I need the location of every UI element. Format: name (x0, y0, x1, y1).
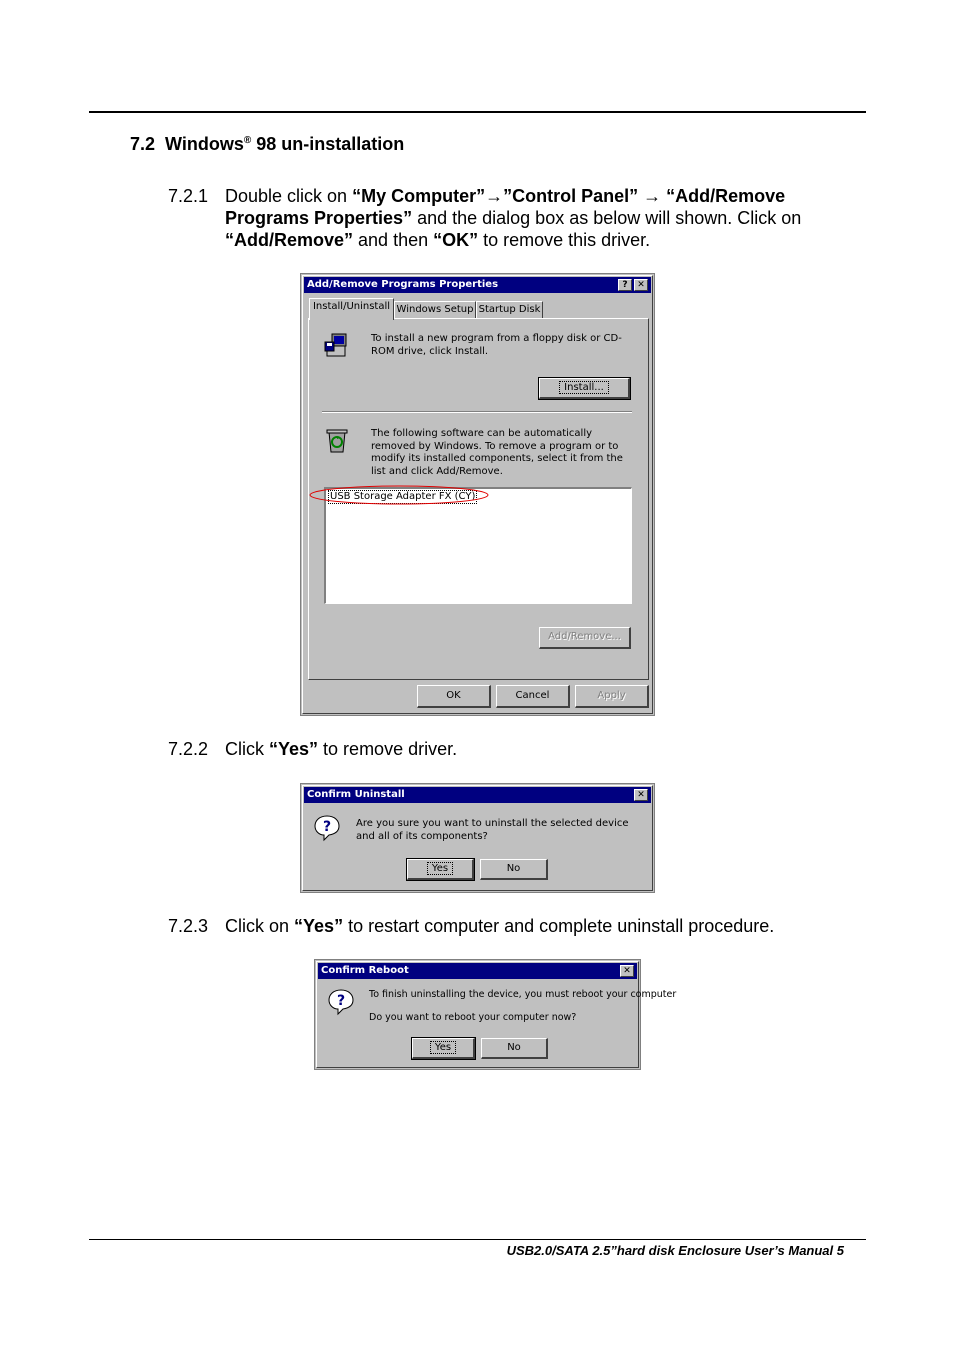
confirm-uninstall-dialog (300, 783, 655, 893)
step-7-2-2 (168, 738, 858, 762)
page-footer: USB2.0/SATA 2.5”hard disk Enclosure User’s Manual 5 (506, 1243, 844, 1258)
section-title: 7.2 Windows® 98 un-installation (130, 134, 405, 154)
yes-button[interactable]: Yes (407, 859, 474, 880)
cancel-button[interactable]: Cancel (496, 685, 570, 708)
question-icon (313, 814, 341, 842)
question-icon (327, 988, 355, 1016)
tab-windows-setup[interactable]: Windows Setup (394, 301, 476, 319)
ok-button[interactable]: OK (417, 685, 491, 708)
separator (322, 411, 632, 413)
no-button[interactable]: No (481, 1038, 548, 1059)
tab-install-uninstall[interactable]: Install/Uninstall (309, 298, 394, 320)
floppy-install-icon (323, 332, 351, 360)
confirm-reboot-dialog (314, 959, 677, 1070)
add-remove-programs-dialog (300, 273, 655, 716)
dialog-titlebar: Confirm Uninstall ✕ (304, 787, 651, 803)
header-rule (89, 111, 866, 113)
step-7-2-3 (168, 915, 858, 939)
uninstall-message: Are you sure you want to uninstall the selected device and all of its components? (356, 818, 629, 842)
help-button[interactable]: ? (618, 279, 632, 291)
dialog-titlebar: Confirm Reboot ✕ (318, 963, 637, 979)
step-text: Double click on “My Computer”→”Control Panel” → “Add/Remove Programs Properties” and the dialog box as below will shown. Click on “Add/Remove” and then “OK” to remove this driver. (225, 186, 802, 250)
step-number: 7.2.2 (168, 739, 209, 759)
close-button[interactable]: ✕ (634, 279, 648, 291)
tab-startup-disk[interactable]: Startup Disk (476, 301, 543, 319)
recycle-bin-icon (323, 426, 351, 454)
svg-text:?: ? (336, 993, 346, 1009)
reboot-message-1: To finish uninstalling the device, you must reboot your computer (369, 989, 677, 1000)
install-instructions: To install a new program from a floppy disk or CD-ROM drive, click Install. (371, 333, 622, 357)
dialog-titlebar: Add/Remove Programs Properties ? ✕ (304, 277, 651, 293)
list-item[interactable]: USB Storage Adapter FX (CY) (330, 491, 476, 502)
yes-button[interactable]: Yes (412, 1038, 475, 1059)
reboot-message-2: Do you want to reboot your computer now? (369, 1012, 577, 1023)
install-button[interactable]: Install... (539, 378, 630, 399)
no-button[interactable]: No (480, 859, 548, 880)
apply-button[interactable]: Apply (575, 685, 649, 708)
highlight-ellipse (308, 484, 490, 506)
step-number: 7.2.3 (168, 916, 209, 936)
step-7-2-1 (168, 185, 858, 255)
step-number: 7.2.1 (168, 186, 209, 206)
remove-instructions: The following software can be automatically removed by Windows. To remove a program or to modify its installed components, select it from the list and click Add/Remove. (371, 428, 623, 477)
add-remove-button[interactable]: Add/Remove... (539, 627, 631, 649)
svg-text:?: ? (322, 819, 332, 835)
step-text: Click on “Yes” to restart computer and complete uninstall procedure. (225, 916, 775, 936)
step-text: Click “Yes” to remove driver. (225, 739, 458, 759)
close-button[interactable]: ✕ (634, 789, 648, 801)
footer-rule (89, 1239, 866, 1240)
close-button[interactable]: ✕ (620, 965, 634, 977)
